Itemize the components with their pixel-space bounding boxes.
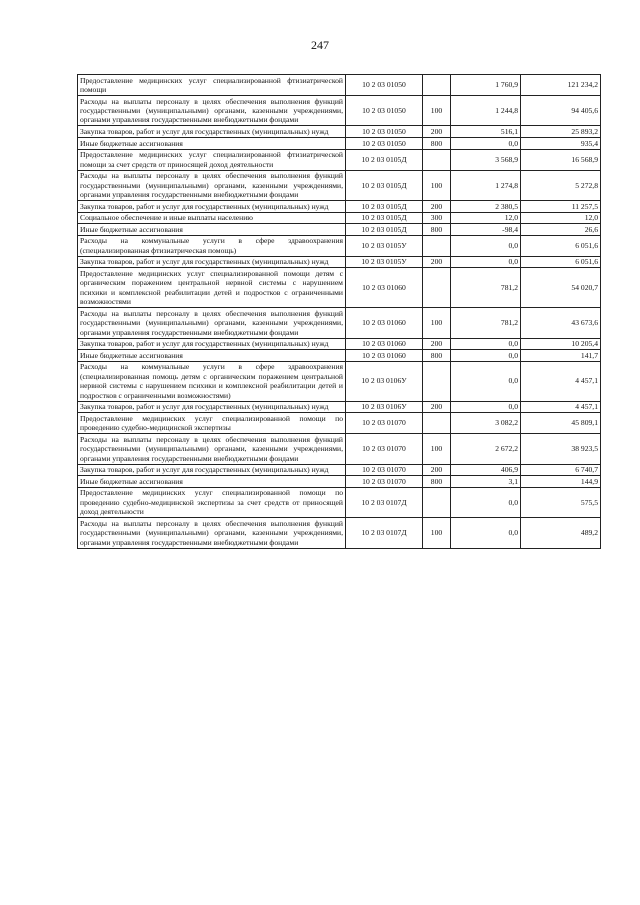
row-value-change: 1 244,8 [451, 96, 521, 126]
row-value-total: 10 205,4 [521, 338, 601, 350]
row-name: Расходы на выплаты персоналу в целях обеспечения выполнения функций государственными (муниципальными) органами, казенными учреждениями, органами управления государственными внебюджетными фондами [78, 518, 346, 548]
row-value-total: 121 234,2 [521, 75, 601, 96]
row-value-change: 0,0 [451, 518, 521, 548]
row-code: 10 2 03 01070 [346, 413, 423, 434]
row-expense-type [423, 235, 451, 256]
row-name: Расходы на коммунальные услуги в сфере здравоохранения (специализированная фтизиатрическая помощь) [78, 235, 346, 256]
row-expense-type [423, 361, 451, 401]
table-row [78, 126, 601, 138]
row-value-total: 25 893,2 [521, 126, 601, 138]
row-expense-type [423, 149, 451, 170]
row-name: Иные бюджетные ассигнования [78, 476, 346, 488]
row-value-total: 45 809,1 [521, 413, 601, 434]
row-value-total: 6 051,6 [521, 256, 601, 268]
row-value-change: 0,0 [451, 350, 521, 362]
row-value-change: 516,1 [451, 126, 521, 138]
row-expense-type: 200 [423, 401, 451, 413]
row-expense-type: 800 [423, 476, 451, 488]
row-code: 10 2 03 01050 [346, 96, 423, 126]
row-expense-type: 800 [423, 350, 451, 362]
table-row [78, 413, 601, 434]
row-code: 10 2 03 01060 [346, 308, 423, 338]
row-code: 10 2 03 0105Д [346, 170, 423, 200]
row-code: 10 2 03 01070 [346, 434, 423, 464]
row-name: Закупка товаров, работ и услуг для государственных (муниципальных) нужд [78, 401, 346, 413]
table-row [78, 434, 601, 464]
row-value-total: 38 923,5 [521, 434, 601, 464]
row-value-change: 1 760,9 [451, 75, 521, 96]
row-name: Предоставление медицинских услуг специализированной фтизиатрической помощи [78, 75, 346, 96]
row-expense-type: 100 [423, 518, 451, 548]
row-expense-type: 100 [423, 434, 451, 464]
row-name: Иные бюджетные ассигнования [78, 350, 346, 362]
row-name: Расходы на выплаты персоналу в целях обеспечения выполнения функций государственными (муниципальными) органами, казенными учреждениями, органами управления государственными внебюджетными фондами [78, 434, 346, 464]
row-code: 10 2 03 01050 [346, 138, 423, 150]
table-row [78, 464, 601, 476]
table-row [78, 256, 601, 268]
row-code: 10 2 03 01060 [346, 338, 423, 350]
row-value-total: 4 457,1 [521, 401, 601, 413]
row-expense-type: 200 [423, 126, 451, 138]
row-expense-type [423, 487, 451, 517]
row-value-total: 12,0 [521, 212, 601, 224]
row-value-change: 0,0 [451, 401, 521, 413]
row-code: 10 2 03 0105Д [346, 224, 423, 236]
row-expense-type [423, 268, 451, 308]
row-value-total: 144,9 [521, 476, 601, 488]
row-code: 10 2 03 01050 [346, 75, 423, 96]
row-code: 10 2 03 01070 [346, 476, 423, 488]
row-code: 10 2 03 0105У [346, 235, 423, 256]
table-row [78, 138, 601, 150]
row-name: Расходы на выплаты персоналу в целях обеспечения выполнения функций государственными (муниципальными) органами, казенными учреждениями, органами управления государственными внебюджетными фондами [78, 308, 346, 338]
page-number: 247 [311, 38, 329, 52]
row-value-change: 406,9 [451, 464, 521, 476]
row-code: 10 2 03 01070 [346, 464, 423, 476]
row-code: 10 2 03 0105Д [346, 212, 423, 224]
row-value-change: 12,0 [451, 212, 521, 224]
row-value-change: 0,0 [451, 256, 521, 268]
row-code: 10 2 03 01060 [346, 350, 423, 362]
table-row [78, 212, 601, 224]
row-name: Расходы на выплаты персоналу в целях обеспечения выполнения функций государственными (муниципальными) органами, казенными учреждениями, органами управления государственными внебюджетными фондами [78, 170, 346, 200]
table-row [78, 350, 601, 362]
row-code: 10 2 03 0106У [346, 401, 423, 413]
row-value-total: 16 568,9 [521, 149, 601, 170]
row-value-total: 5 272,8 [521, 170, 601, 200]
row-name: Предоставление медицинских услуг специализированной помощи по проведению судебно-медицинской экспертизы [78, 413, 346, 434]
row-value-total: 11 257,5 [521, 201, 601, 213]
row-code: 10 2 03 0105Д [346, 201, 423, 213]
table-row [78, 201, 601, 213]
row-value-change: 781,2 [451, 268, 521, 308]
row-expense-type [423, 75, 451, 96]
table-row [78, 235, 601, 256]
row-value-change: 0,0 [451, 361, 521, 401]
row-value-total: 489,2 [521, 518, 601, 548]
row-value-total: 43 673,6 [521, 308, 601, 338]
row-name: Расходы на коммунальные услуги в сфере здравоохранения (специализированная помощь детям с органическим поражением центральной нервной системы с нарушением психики и комплексной реабилитации детей и подростков с ограниченными возможностями) [78, 361, 346, 401]
row-expense-type: 200 [423, 201, 451, 213]
table-row [78, 308, 601, 338]
row-code: 10 2 03 01060 [346, 268, 423, 308]
table-row [78, 224, 601, 236]
row-value-change: 0,0 [451, 487, 521, 517]
row-value-change: 0,0 [451, 235, 521, 256]
table-row [78, 401, 601, 413]
row-code: 10 2 03 0105Д [346, 149, 423, 170]
row-code: 10 2 03 0107Д [346, 518, 423, 548]
row-name: Закупка товаров, работ и услуг для государственных (муниципальных) нужд [78, 256, 346, 268]
row-expense-type: 100 [423, 96, 451, 126]
table-row [78, 170, 601, 200]
table-row [78, 338, 601, 350]
row-value-change: -98,4 [451, 224, 521, 236]
table-row [78, 149, 601, 170]
row-expense-type: 300 [423, 212, 451, 224]
row-expense-type: 800 [423, 138, 451, 150]
row-value-total: 935,4 [521, 138, 601, 150]
row-expense-type: 200 [423, 256, 451, 268]
row-expense-type: 200 [423, 338, 451, 350]
row-value-change: 1 274,8 [451, 170, 521, 200]
table-row [78, 476, 601, 488]
row-name: Закупка товаров, работ и услуг для государственных (муниципальных) нужд [78, 338, 346, 350]
table-body [78, 75, 601, 549]
row-name: Закупка товаров, работ и услуг для государственных (муниципальных) нужд [78, 201, 346, 213]
row-name: Иные бюджетные ассигнования [78, 138, 346, 150]
row-expense-type: 100 [423, 308, 451, 338]
row-name: Закупка товаров, работ и услуг для государственных (муниципальных) нужд [78, 126, 346, 138]
row-value-total: 141,7 [521, 350, 601, 362]
row-value-change: 2 380,5 [451, 201, 521, 213]
row-name: Социальное обеспечение и иные выплаты населению [78, 212, 346, 224]
row-value-change: 0,0 [451, 138, 521, 150]
row-value-total: 4 457,1 [521, 361, 601, 401]
row-expense-type: 100 [423, 170, 451, 200]
table-row [78, 487, 601, 517]
table-row [78, 75, 601, 96]
row-name: Предоставление медицинских услуг специализированной фтизиатрической помощи за счет средств от приносящей доход деятельности [78, 149, 346, 170]
row-code: 10 2 03 0106У [346, 361, 423, 401]
row-code: 10 2 03 01050 [346, 126, 423, 138]
row-name: Расходы на выплаты персоналу в целях обеспечения выполнения функций государственными (муниципальными) органами, казенными учреждениями, органами управления государственными внебюджетными фондами [78, 96, 346, 126]
table-row [78, 268, 601, 308]
row-name: Закупка товаров, работ и услуг для государственных (муниципальных) нужд [78, 464, 346, 476]
table-row [78, 361, 601, 401]
row-value-change: 3,1 [451, 476, 521, 488]
row-value-change: 781,2 [451, 308, 521, 338]
row-value-change: 2 672,2 [451, 434, 521, 464]
row-expense-type: 800 [423, 224, 451, 236]
row-code: 10 2 03 0105У [346, 256, 423, 268]
table-row [78, 96, 601, 126]
budget-table [77, 74, 601, 549]
row-value-total: 26,6 [521, 224, 601, 236]
row-code: 10 2 03 0107Д [346, 487, 423, 517]
row-value-total: 6 740,7 [521, 464, 601, 476]
row-name: Иные бюджетные ассигнования [78, 224, 346, 236]
row-value-total: 6 051,6 [521, 235, 601, 256]
row-expense-type: 200 [423, 464, 451, 476]
row-name: Предоставление медицинских услуг специализированной помощи по проведению судебно-медицинской экспертизы за счет средств от приносящей доход деятельности [78, 487, 346, 517]
table-row [78, 518, 601, 548]
row-name: Предоставление медицинских услуг специализированной помощи детям с органическим поражением центральной нервной системы с нарушением психики и комплексной реабилитации детей и подростков с ограниченными возможностями [78, 268, 346, 308]
row-expense-type [423, 413, 451, 434]
row-value-change: 3 568,9 [451, 149, 521, 170]
row-value-change: 3 082,2 [451, 413, 521, 434]
row-value-total: 94 405,6 [521, 96, 601, 126]
row-value-total: 54 020,7 [521, 268, 601, 308]
row-value-change: 0,0 [451, 338, 521, 350]
row-value-total: 575,5 [521, 487, 601, 517]
